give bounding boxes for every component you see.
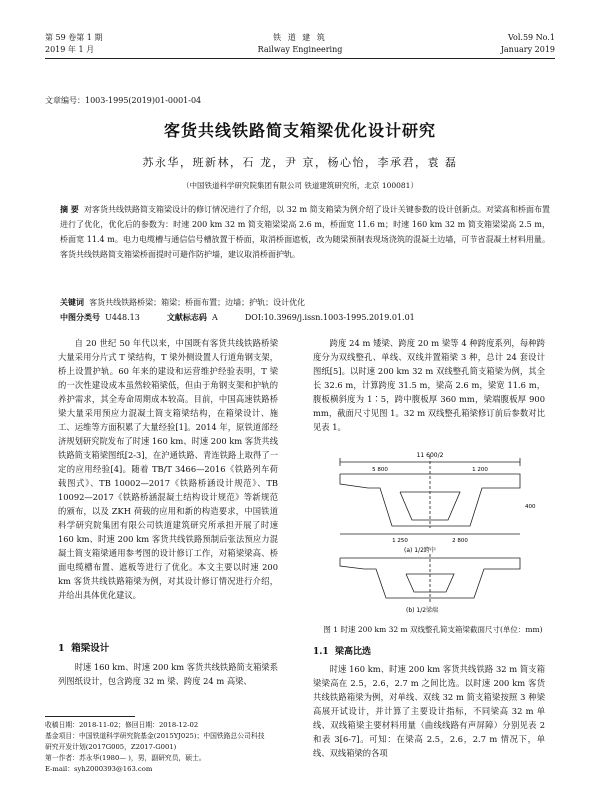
footnote-rule <box>45 716 135 717</box>
abstract <box>60 202 550 262</box>
fig-dim-top: 11 600/2 <box>416 452 444 459</box>
figure-subcaption-a: (a) 1/2跨中 <box>404 547 436 554</box>
figure-1-caption: 图 1 时速 200 km 32 m 双线整孔简支箱梁截面尺寸(单位：mm) <box>323 625 543 634</box>
section-1-1-paragraph: 时速 160 km、时速 200 km 客货共线铁路 32 m 简支箱梁梁高在 2.5，2.6，2.7 m 之间比选。以时速 200 km 客货共线铁路箱梁为例，对单线、双线 32 m 简支箱梁按照 3 种梁高展开试设计，并计算了主要设计指标，不同梁高 32 m 单线、双线箱梁主要材料用量（曲线线路有声屏障）分别见表 2 和表 3[6-7]。可知：在梁高 2.5，2.6，2.7 m 情况下，单线、双线箱梁的各项 <box>313 664 545 758</box>
section-1-heading <box>58 640 109 654</box>
doi-label: DOI: <box>244 313 264 322</box>
header-rule <box>45 58 555 59</box>
section-1-body <box>58 660 278 688</box>
keywords-text: 客货共线铁路桥梁；箱梁；桥面布置；边墙；护轨；设计优化 <box>89 298 306 307</box>
doc-code-value: A <box>212 313 218 322</box>
right-paragraph: 跨度 24 m 矮梁、跨度 20 m 梁等 4 种跨度系列，每种跨度分为双线整孔、单线、双线并置箱梁 3 种，总计 24 套设计图纸[5]。以时速 200 km 32 m 双线整孔简支箱梁为例，其全长 32.6 m，计算跨度 31.5 m，梁高 2.6 m，梁宽 11.6 m，腹板横斜度为 1∶5，跨中腹板厚 360 mm，梁端腹板厚 900 mm，截面尺寸见图 1。32 m 双线整孔箱梁修订前后参数对比见表 1。 <box>313 338 545 432</box>
right-column <box>313 336 545 434</box>
figure-1-drawing <box>320 448 540 616</box>
intro-paragraph: 自 20 世纪 50 年代以来，中国既有客货共线铁路桥梁大量采用分片式 T 梁结构，T 梁外侧设置人行道角钢支架，桥上设置护轨。60 年来的建设和运营维护经验表明，T 梁的一次性建设成本虽然较箱梁低，但由于角钢支架和护轨的养护需求，其全寿命周期成本较高。目前，中国高速铁路桥梁大量采用预应力混凝土简支箱梁结构，在箱梁设计、施工、运维等方面积累了大量经验[1]。2014 年，原铁道部经济规划研究院发布了时速 160 km、时速 200 km 客货共线铁路简支箱梁图纸[2-3]，在沪通铁路、青连铁路上取得了一定的应用经验[4]。随着 TB/T 3466—2016《铁路列车荷载图式》、TB 10002—2017《铁路桥涵设计规范》、TB 10092—2017《铁路桥涵混凝土结构设计规范》等新规范的颁布，以及 ZKH 荷载的应用和新的构造要求，中国铁道科学研究院集团有限公司铁道建筑研究所承担开展了时速 160 km、时速 200 km 客货共线铁路预制后张法预应力混凝土简支箱梁通用参考图的设计修订工作，对箱梁梁高、桥面电缆槽布置、遮板等进行了优化。本文主要以时速 200 km 客货共线铁路箱梁为例，对其设计修订情况进行介绍，并给出具体优化建议。 <box>58 338 278 600</box>
author-list: 苏永华，班新林，石 龙，尹 京，杨心怡，李承君，袁 磊 <box>142 156 458 169</box>
fig-dim-4: 2 800 <box>452 538 468 544</box>
footnotes <box>45 720 270 775</box>
document-number: 文章编号：1003-1995(2019)01-0001-04 <box>45 96 202 105</box>
fig-dim-3: 1 250 <box>392 538 408 544</box>
keywords <box>60 296 550 309</box>
footnote-received: 收稿日期：2018-11-02；修回日期：2018-12-02 <box>45 721 199 729</box>
classification <box>60 311 550 324</box>
figure-subcaption-b: (b) 1/2梁端 <box>406 607 439 614</box>
section-1-number: 1 <box>58 643 65 654</box>
header-journal-cn: 铁 道 建 筑 <box>273 33 327 42</box>
footnote-fund: 中国铁道科学研究院基金(2015YJ025)；中国铁路总公司科技研究开发计划(2017G005，Z2017-G001) <box>45 732 265 751</box>
keywords-label: 关键词 <box>60 297 84 307</box>
header-volume-cn: 第 59 卷第 1 期 <box>45 33 103 42</box>
fig-dim-2: 1 200 <box>472 467 488 473</box>
doi-value: 10.3969/j.issn.1003-1995.2019.01.01 <box>263 313 415 322</box>
clc-label: 中图分类号 <box>60 312 100 322</box>
footnote-fund-label: 基金项目： <box>45 732 79 740</box>
abstract-label: 摘 要 <box>60 204 79 214</box>
section-1-1-number: 1.1 <box>313 647 329 657</box>
paper-title: 客货共线铁路简支箱梁优化设计研究 <box>163 121 436 140</box>
clc-value: U448.13 <box>105 313 140 322</box>
section-1-1-body <box>313 662 545 760</box>
header-date-cn: 2019 年 1 月 <box>45 45 95 54</box>
affiliation: （中国铁道科学研究院集团有限公司 铁道建筑研究所，北京 100081） <box>182 181 418 190</box>
section-1-title: 箱梁设计 <box>71 643 110 654</box>
fig-dim-5: 400 <box>525 504 536 510</box>
left-column <box>58 336 278 602</box>
doc-code-label: 文献标志码 <box>166 312 207 322</box>
header-date-en: January 2019 <box>500 45 555 54</box>
section-1-paragraph: 时速 160 km、时速 200 km 客货共线铁路简支箱梁系列图纸设计，包含跨度 32 m 梁、跨度 24 m 高梁、 <box>58 662 278 686</box>
section-1-1-heading <box>313 644 371 657</box>
footnote-bio: 第一作者：苏永华(1980— )，男，副研究员，硕士。 <box>45 754 206 762</box>
section-1-1-title: 梁高比选 <box>334 647 371 657</box>
footnote-email: E-mail：syh2000393@163.com <box>45 765 153 773</box>
figure-1 <box>320 448 540 616</box>
header-volume-en: Vol.59 No.1 <box>508 33 555 42</box>
fig-dim-1: 5 800 <box>372 467 388 473</box>
abstract-text: 对客货共线铁路简支箱梁设计的修订情况进行了介绍，以 32 m 简支箱梁为例介绍了设计关键参数的设计创新点。对梁高和桥面布置进行了优化，优化后的参数为：时速 200 km 32 m 简支箱梁梁高 2.6 m，桥面宽 11.6 m；时速 160 km 32 m 简支箱梁梁高 2.5 m，桥面宽 11.4 m。电力电缆槽与通信信号槽放置于桥面，取消桥面遮板，改为随梁预制表现场浇筑的混凝土边墙，可节省混凝土材料用量。客货共线铁路简支箱梁桥面提时可避作防护墙，建议取消桥面护轨。 <box>60 205 550 259</box>
header-journal-en: Railway Engineering <box>257 45 343 54</box>
